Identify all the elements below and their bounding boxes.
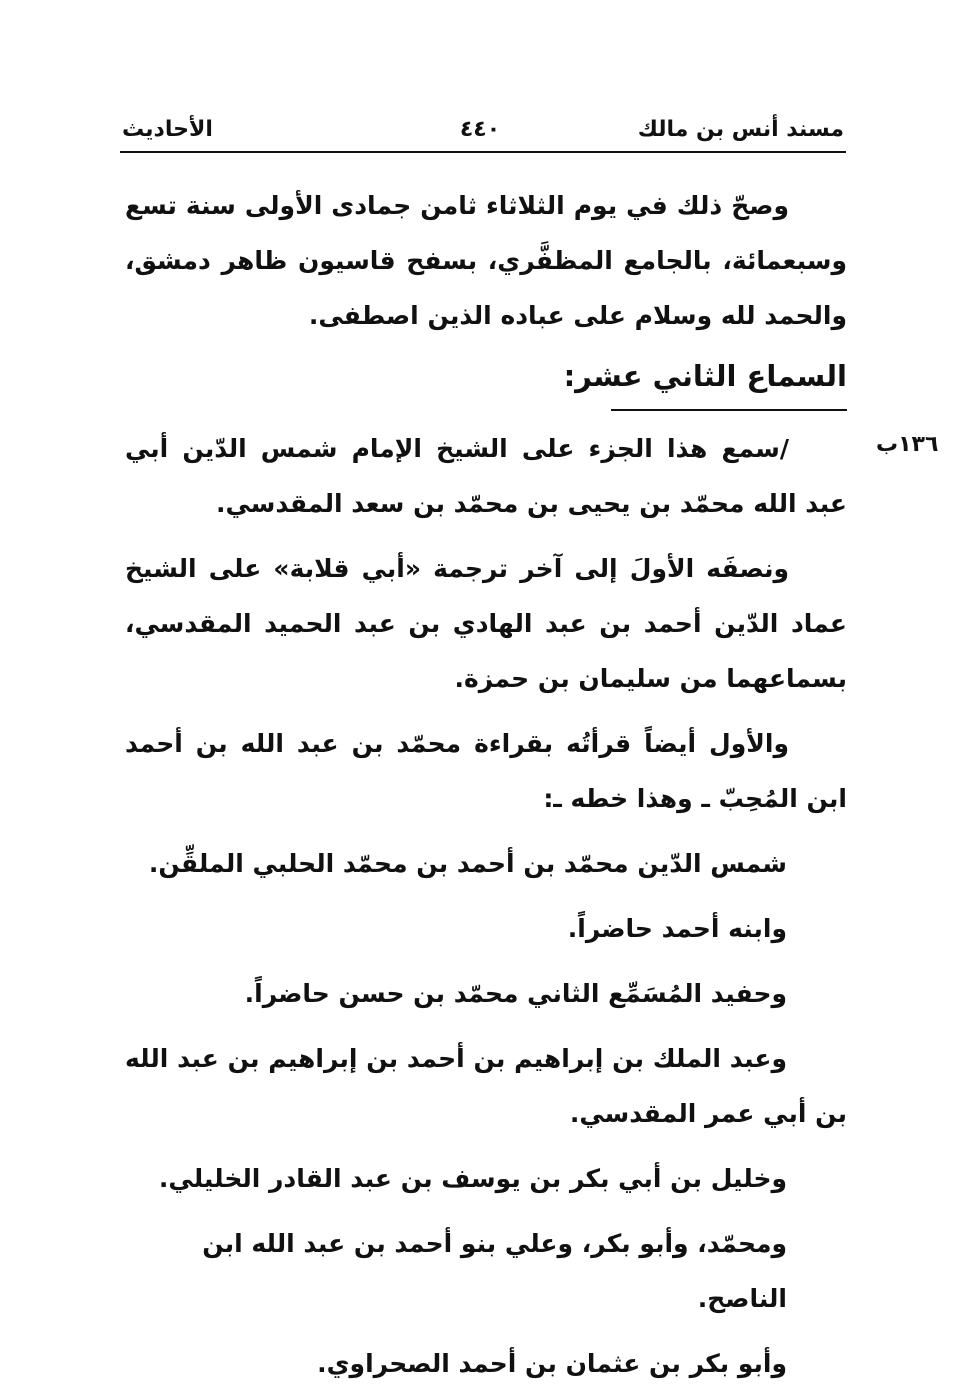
running-title: مسند أنس بن مالك xyxy=(637,117,844,142)
body-paragraph: والأول أيضاً قرأتُه بقراءة محمّد بن عبد الله بن أحمد ابن المُحِبّ ـ وهذا خطه ـ: xyxy=(125,729,847,813)
body-paragraph: /سمع هذا الجزء على الشيخ الإمام شمس الدّين أبي عبد الله محمّد بن يحيى بن محمّد بن سعد المقدسي. xyxy=(125,434,847,518)
colophon-paragraph: وصحّ ذلك في يوم الثلاثاء ثامن جمادى الأولى سنة تسع وسبعمائة، بالجامع المظفَّري، بسفح قاسيون ظاهر دمشق، والحمد لله وسلام على عباده الذين اصطفى. xyxy=(125,191,847,330)
body-paragraph: ونصفَه الأولَ إلى آخر ترجمة «أبي قلابة» على الشيخ عماد الدّين أحمد بن عبد الهادي بن عبد الحميد المقدسي، بسماعهما من سليمان بن حمزة. xyxy=(125,554,847,693)
manuscript-folio-note: ١٣٦ب xyxy=(876,432,939,457)
list-item: وخليل بن أبي بكر بن يوسف بن عبد القادر الخليلي. xyxy=(158,1164,787,1193)
list-item: وعبد الملك بن إبراهيم بن أحمد بن إبراهيم بن عبد الله بن أبي عمر المقدسي. xyxy=(125,1044,847,1128)
header-rule xyxy=(120,151,846,153)
page-number: ٤٤٠ xyxy=(459,117,501,142)
section-title: الأحاديث xyxy=(122,117,213,142)
list-item: وأبو بكر بن عثمان بن أحمد الصحراوي. xyxy=(317,1349,787,1378)
page-body xyxy=(125,178,847,1391)
attendee-list xyxy=(125,836,847,1391)
list-item: شمس الدّين محمّد بن أحمد بن محمّد الحلبي الملقِّن. xyxy=(148,849,787,878)
list-item: ومحمّد، وأبو بكر، وعلي بنو أحمد بن عبد الله ابن الناصح. xyxy=(202,1229,787,1313)
list-item: وحفيد المُسَمِّع الثاني محمّد بن حسن حاضراً. xyxy=(244,979,787,1008)
section-heading: السماع الثاني عشر: xyxy=(611,351,847,411)
heading-block xyxy=(125,351,847,413)
list-item: وابنه أحمد حاضراً. xyxy=(567,914,787,943)
